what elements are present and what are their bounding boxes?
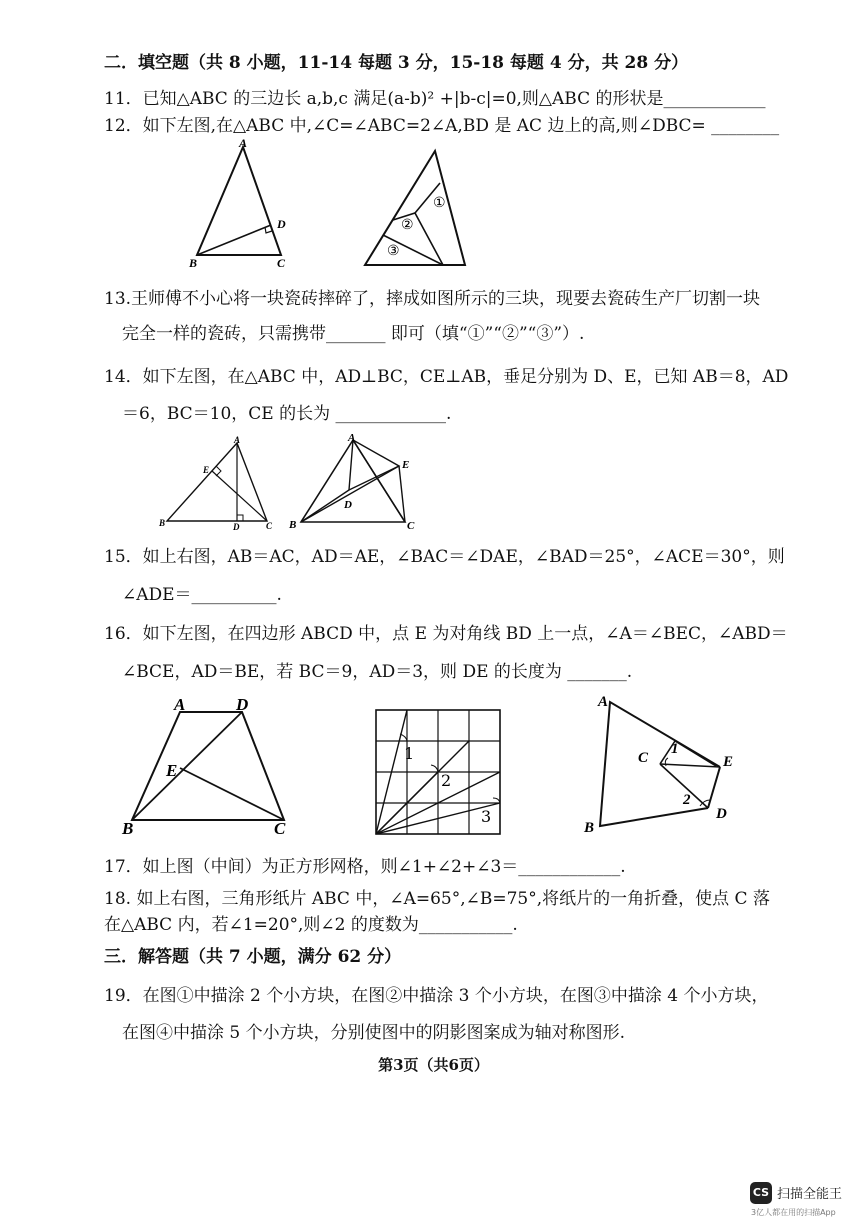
label-B: B [159, 518, 166, 528]
label-D: D [344, 499, 352, 511]
label-D: D [236, 695, 249, 714]
question-13-line-2: 完全一样的瓷砖，只需携带_______ 即可（填“①”“②”“③”）. [122, 324, 585, 344]
label-E: E [402, 459, 410, 471]
label-C: C [274, 819, 286, 838]
question-18-line-1: 18. 如上右图，三角形纸片 ABC 中，∠A=65°,∠B=75°,将纸片的一角折叠，使点 C 落 [104, 889, 770, 909]
figure-q15-triangles [285, 430, 425, 535]
label-C: C [407, 520, 415, 532]
piece-1-label: ① [433, 195, 446, 211]
label-E: E [166, 761, 178, 780]
section-heading-fill-in: 二．填空题（共 8 小题，11-14 每题 3 分，15-18 每题 4 分，共 28 分） [104, 53, 689, 73]
angle-3-label: 3 [481, 807, 492, 826]
angle-2-label: 2 [441, 771, 452, 790]
piece-2-label: ② [401, 217, 414, 233]
label-C: C [277, 256, 286, 270]
label-A: A [239, 136, 248, 150]
question-14-line-1: 14．如下左图，在△ABC 中，AD⊥BC，CE⊥AB，垂足分别为 D、E，已知 AB＝8，AD [104, 367, 789, 387]
question-19-line-2: 在图④中描涂 5 个小方块，分别使图中的阴影图案成为轴对称图形. [122, 1023, 626, 1043]
question-18-line-2: 在△ABC 内，若∠1=20°,则∠2 的度数为___________. [104, 915, 518, 935]
label-D: D [277, 217, 286, 231]
figure-q18-folded-triangle [580, 690, 750, 840]
piece-3-label: ③ [387, 243, 400, 259]
label-D: D [716, 806, 727, 822]
label-B: B [584, 820, 595, 836]
label-A: A [234, 435, 241, 445]
label-A: A [174, 695, 186, 714]
question-15-line-2: ∠ADE＝__________. [122, 585, 282, 605]
angle-1-label: 1 [404, 744, 415, 763]
question-14-line-2: ＝6，BC＝10，CE 的长为 _____________. [122, 404, 452, 424]
question-13-line-1: 13.王师傅不小心将一块瓷砖摔碎了，摔成如图所示的三块，现要去瓷砖生产厂切割一块 [104, 289, 761, 309]
question-16-line-2: ∠BCE，AD＝BE，若 BC＝9，AD＝3，则 DE 的长度为 _______. [122, 662, 633, 682]
label-B: B [289, 519, 297, 531]
label-A: A [598, 694, 609, 710]
angle-1-label: 1 [671, 741, 679, 757]
question-17: 17．如上图（中间）为正方形网格，则∠1+∠2+∠3＝____________. [104, 857, 626, 877]
label-D: D [233, 522, 240, 532]
angle-2-label: 2 [683, 792, 691, 808]
label-E: E [203, 465, 210, 475]
label-A: A [348, 432, 356, 444]
figure-q12-triangle [185, 135, 295, 275]
scanner-logo-icon: CS [750, 1182, 772, 1204]
label-E: E [723, 754, 734, 770]
label-C: C [266, 521, 273, 531]
question-15-line-1: 15．如上右图，AB＝AC，AD＝AE，∠BAC＝∠DAE，∠BAD＝25°，∠ACE＝30°，则 [104, 547, 785, 567]
question-19-line-1: 19．在图①中描涂 2 个小方块，在图②中描涂 3 个小方块，在图③中描涂 4 个小方块， [104, 986, 769, 1006]
figure-q14-triangle [155, 435, 280, 535]
label-B: B [122, 819, 134, 838]
scanner-app-name: 扫描全能王 [777, 1187, 843, 1202]
page-footer: 第3页（共6页） [378, 1056, 489, 1074]
scanner-tagline: 3亿人都在用的扫描App [751, 1208, 836, 1217]
scanner-watermark [747, 1180, 857, 1220]
question-12: 12．如下左图,在△ABC 中,∠C=∠ABC=2∠A,BD 是 AC 边上的高,则∠DBC= ________ [104, 116, 780, 136]
label-C: C [638, 750, 649, 766]
figure-q17-grid [373, 707, 503, 837]
question-11: 11．已知△ABC 的三边长 a,b,c 满足(a-b)² +|b-c|=0,则△ABC 的形状是____________ [104, 89, 766, 109]
question-16-line-1: 16．如下左图，在四边形 ABCD 中，点 E 为对角线 BD 上一点，∠A＝∠BEC，∠ABD＝ [104, 624, 788, 644]
section-heading-answers: 三．解答题（共 7 小题，满分 62 分） [104, 947, 402, 967]
figure-q13-broken-tile [355, 145, 475, 270]
figure-q16-quadrilateral [118, 692, 298, 842]
label-B: B [189, 256, 198, 270]
